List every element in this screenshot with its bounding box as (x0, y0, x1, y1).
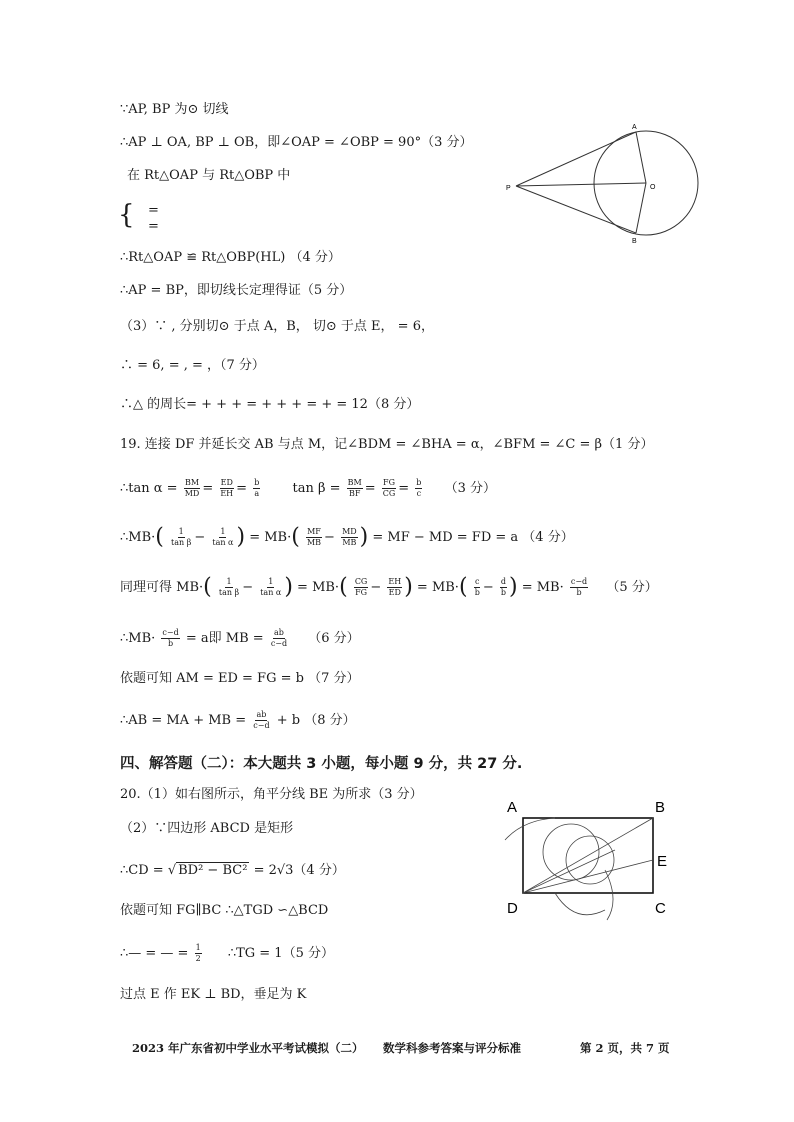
bisector-de (523, 860, 653, 893)
fraction: $\frac{MD}{MB}$ (342, 527, 357, 547)
solution-line-3: 在 Rt△OAP 与 Rt△OBP 中 (127, 168, 291, 183)
solution-line-9: ∴△ 的周长= + + + = + + + = + = 12（8 分） (120, 397, 420, 412)
label-e2: E (657, 853, 668, 870)
fraction: $\frac{c-d}{b}$ (570, 577, 588, 597)
solution-line-8: ∴ = 6, = , = ，（7 分） (120, 358, 265, 373)
radius-oa (636, 132, 646, 183)
fraction: $\frac{c-d}{b}$ (162, 628, 179, 648)
solution-line-18: （2）∵四边形 ABCD 是矩形 (120, 821, 294, 836)
fraction: $\frac{d}{b}$ (500, 577, 506, 597)
arc-2 (566, 836, 614, 884)
section-heading: 四、解答题（二）：本大题共 3 小题，每小题 9 分，共 27 分. (120, 756, 523, 772)
solution-line-10: 19. 连接 DF 并延长交 AB 与点 M，记∠BDM = ∠BHA = α，∠BFM = ∠C = β（1 分） (120, 437, 654, 452)
solution-line-16: ∴AB = MA + MB = $\frac{ab}{c-d}$ + b （8 分） (120, 710, 356, 730)
fraction: $\frac{MF}{MB}$ (306, 527, 322, 547)
brace-icon: { (118, 200, 135, 230)
label-b2: B (655, 799, 666, 816)
fraction: $\frac{c}{b}$ (474, 577, 480, 597)
label-p: P (506, 185, 511, 192)
fraction: $\frac{BM}{MD}$ (184, 478, 200, 498)
footer-left: 2023 年广东省初中学业水平考试模拟（二） (132, 1041, 364, 1055)
diagonal-bd (523, 818, 653, 893)
solution-line-14: ∴MB· $\frac{c-d}{b}$ = a即 MB = $\frac{ab}{c-d}$ （6 分） (120, 628, 360, 648)
fraction: $\frac{ED}{EH}$ (220, 478, 234, 498)
solution-line-22: 过点 E 作 EK ⊥ BD，垂足为 K (120, 987, 307, 1002)
radius-ob (636, 183, 646, 233)
label-d2: D (507, 900, 518, 917)
solution-line-12: ∴MB·( $\frac{1}{\text{tan β}}$ − $\frac{1}{\text{tan α}}$ ) = MB·( $\frac{MF}{MB}$ − $\frac{MD}{MB}$ ) = MF − MD = FD = a （4 分） (120, 524, 574, 550)
arc-4 (555, 893, 605, 915)
fraction: $\frac{b}{a}$ (254, 478, 260, 498)
solution-line-19: ∴CD = √ BD² − BC² = 2√3（4 分） (120, 863, 345, 878)
fraction: $\frac{CG}{FG}$ (354, 577, 368, 597)
solution-line-5: ∴Rt△OAP ≌ Rt△OBP(HL) （4 分） (120, 250, 341, 265)
solution-line-1: ∵AP, BP 为⊙ 切线 (120, 102, 229, 117)
solution-line-2: ∴AP ⊥ OA, BP ⊥ OB，即∠OAP = ∠OBP = 90°（3 分） (120, 135, 473, 150)
solution-line-17: 20.（1）如右图所示，角平分线 BE 为所求（3 分） (120, 787, 423, 802)
fraction: $\frac{1}{2}$ (195, 943, 201, 963)
rectangle-figure (495, 790, 685, 935)
fraction: $\frac{1}{\text{tan β}}$ (171, 527, 192, 547)
tangent-pb (516, 186, 636, 233)
construct-line (523, 850, 615, 893)
label-a: A (632, 124, 637, 131)
solution-line-6: ∴AP = BP，即切线长定理得证（5 分） (120, 283, 353, 298)
segment-po (516, 183, 646, 186)
fraction: $\frac{BM}{BF}$ (347, 478, 362, 498)
brace-row-2: = (148, 219, 159, 234)
solution-line-13: 同理可得 MB·( $\frac{1}{\text{tan β}}$ − $\frac{1}{\text{tan α}}$ ) = MB·( $\frac{CG}{FG}$ − $\frac{EH}{ED}$ ) = MB·( $\frac{c}{b}$ − $\frac{d}{b}$ ) = MB· $\frac{c-d}{b}$ （5 分） (120, 574, 658, 600)
fraction: $\frac{ab}{c-d}$ (270, 628, 288, 648)
label-o: O (650, 184, 656, 191)
arc-1 (543, 824, 599, 880)
fraction: $\frac{b}{c}$ (416, 478, 422, 498)
footer-center: 数学科参考答案与评分标准 (383, 1041, 521, 1055)
tangent-circle-figure (500, 118, 710, 253)
fraction: $\frac{1}{\text{tan β}}$ (218, 577, 240, 597)
fraction: $\frac{EH}{ED}$ (388, 577, 402, 597)
label-c2: C (655, 900, 666, 917)
fraction: $\frac{1}{\text{tan α}}$ (260, 577, 282, 597)
solution-line-11: ∴tan α = $\frac{BM}{MD}$ = $\frac{ED}{EH}$ = $\frac{b}{a}$ tan β = $\frac{BM}{BF}$ = $\frac{FG}{CG}$ = $\frac{b}{c}$ （3 分） (120, 478, 496, 498)
solution-line-21: ∴— = — = $\frac{1}{2}$ ∴TG = 1（5 分） (120, 943, 334, 963)
fraction: $\frac{1}{\text{tan α}}$ (212, 527, 234, 547)
solution-line-15: 依题可知 AM = ED = FG = b （7 分） (120, 671, 360, 686)
fraction: $\frac{FG}{CG}$ (382, 478, 396, 498)
label-a2: A (507, 799, 518, 816)
brace-row-1: = (148, 203, 159, 218)
fraction: $\frac{ab}{c-d}$ (253, 710, 270, 730)
label-b: B (632, 238, 637, 245)
solution-line-7: （3）∵ , 分别切⊙ 于点 A，B， 切⊙ 于点 E， = 6， (120, 319, 434, 334)
solution-line-20: 依题可知 FG∥BC ∴△TGD ∽△BCD (120, 903, 329, 918)
tangent-pa (516, 132, 636, 186)
footer-right: 第 2 页，共 7 页 (580, 1041, 670, 1055)
